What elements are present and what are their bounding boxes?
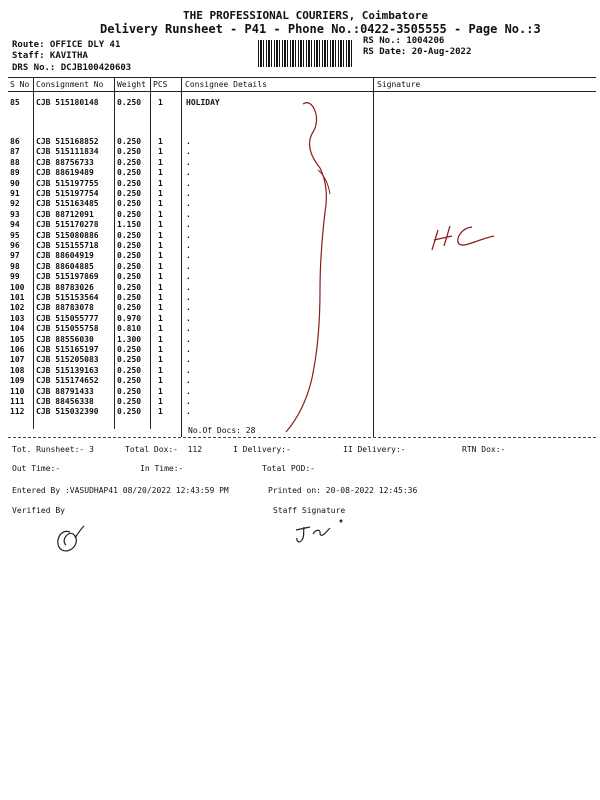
row-sno: 106	[10, 345, 25, 354]
row-consignment: CJB 515055777	[36, 313, 99, 323]
row-pcs: 1	[158, 365, 163, 375]
staff-signature-mark	[296, 520, 342, 542]
row-consignment: CJB 515197869	[36, 272, 99, 282]
row-sno: 98	[10, 261, 20, 271]
row-pcs: 1	[158, 251, 163, 261]
row-sno: 90	[10, 178, 20, 188]
row-sno: 107	[10, 355, 25, 365]
row-consignment: CJB 88712091	[36, 209, 94, 219]
row-consignee: .	[186, 397, 191, 406]
row-consignment: CJB 515163485	[36, 199, 99, 209]
runsheet-title: Delivery Runsheet - P41 - Phone No.:0422-3505555 - Page No.:3	[100, 22, 541, 36]
col-header-signature: Signature	[377, 80, 421, 89]
company-name: THE PROFESSIONAL COURIERS, Coimbatore	[183, 9, 429, 22]
total-pod: Total POD:-	[262, 464, 315, 473]
row-weight: 0.250	[117, 157, 142, 167]
row-consignee: .	[186, 241, 191, 250]
row-pcs: 1	[158, 209, 163, 219]
row-consignee: .	[186, 345, 191, 354]
row-pcs: 1	[158, 147, 163, 157]
row-weight: 0.250	[117, 293, 142, 302]
row-consignment: CJB 515139163	[36, 365, 99, 375]
rs-date: RS Date: 20-Aug-2022	[363, 47, 472, 57]
delivery-stroke	[286, 103, 326, 432]
verified-by-label: Verified By	[12, 506, 65, 515]
ii-delivery: II Delivery:-	[343, 445, 406, 454]
rtn-dox: RTN Dox:-	[462, 445, 506, 454]
row-consignment: CJB 88783026	[36, 282, 94, 292]
row-consignment: CJB 88791433	[36, 386, 94, 396]
row-sno: 85	[10, 98, 20, 107]
row-sno: 87	[10, 147, 20, 157]
row-consignee: .	[186, 189, 191, 198]
row-sno: 86	[10, 137, 20, 146]
row-consignment: CJB 515205083	[36, 355, 99, 365]
row-consignee: .	[186, 137, 191, 146]
col-header-consignment: Consignment No	[36, 80, 104, 89]
row-sno: 89	[10, 168, 20, 178]
row-pcs: 1	[158, 241, 163, 250]
delivery-stroke-tail	[318, 170, 330, 194]
row-pcs: 1	[158, 220, 163, 230]
row-weight: 0.810	[117, 324, 142, 334]
row-consignment: CJB 515197754	[36, 189, 99, 198]
row-consignee: .	[186, 147, 191, 157]
row-weight: 0.970	[117, 313, 142, 323]
row-weight: 0.250	[117, 168, 142, 178]
row-consignee: .	[186, 303, 191, 313]
row-consignee: .	[186, 199, 191, 209]
row-sno: 94	[10, 220, 20, 230]
row-consignment: CJB 88604919	[36, 251, 94, 261]
row-sno: 105	[10, 334, 25, 344]
row-weight: 0.250	[117, 386, 142, 396]
col-header-sno: S No	[10, 80, 30, 89]
i-delivery: I Delivery:-	[233, 445, 291, 454]
col-header-weight: Weight	[117, 80, 146, 89]
row-pcs: 1	[158, 386, 163, 396]
row-consignee: .	[186, 293, 191, 302]
row-weight: 0.250	[117, 303, 142, 313]
row-consignee: .	[186, 261, 191, 271]
row-consignee: .	[186, 168, 191, 178]
col-header-pcs: PCS	[153, 80, 168, 89]
row-pcs: 1	[158, 189, 163, 198]
row-weight: 0.250	[117, 407, 142, 417]
col-header-consignee: Consignee Details	[185, 80, 267, 89]
row-pcs: 1	[158, 282, 163, 292]
row-consignment: CJB 515168852	[36, 137, 99, 146]
row-weight: 0.250	[117, 137, 142, 146]
row-weight: 0.250	[117, 178, 142, 188]
row-consignee: .	[186, 376, 191, 386]
row-weight: 0.250	[117, 199, 142, 209]
row-sno: 95	[10, 230, 20, 240]
row-weight: 0.250	[117, 209, 142, 219]
row-pcs: 1	[158, 345, 163, 354]
row-sno: 103	[10, 313, 25, 323]
total-dox: Total Dox:- 112	[125, 445, 203, 454]
row-consignee: .	[186, 313, 191, 323]
row-pcs: 1	[158, 334, 163, 344]
row-consignment: CJB 88604885	[36, 261, 94, 271]
row-pcs: 1	[158, 157, 163, 167]
row-weight: 0.250	[117, 147, 142, 157]
row-pcs: 1	[158, 313, 163, 323]
row-sno: 111	[10, 397, 25, 406]
no-of-docs: No.Of Docs: 28	[188, 426, 256, 435]
verifier-signature	[58, 526, 84, 551]
row-pcs: 1	[158, 397, 163, 406]
row-consignment: CJB 88619489	[36, 168, 94, 178]
row-consignee: .	[186, 407, 191, 417]
row-weight: 1.150	[117, 220, 142, 230]
row-consignee: .	[186, 324, 191, 334]
row-weight: 0.250	[117, 376, 142, 386]
out-time: Out Time:-	[12, 464, 61, 473]
row-consignment: CJB 88456338	[36, 397, 94, 406]
staff-label: Staff: KAVITHA	[12, 51, 88, 61]
row-consignment: CJB 515153564	[36, 293, 99, 302]
in-time: In Time:-	[140, 464, 184, 473]
row-weight: 0.250	[117, 365, 142, 375]
row-sno: 104	[10, 324, 25, 334]
row-consignment: CJB 515197755	[36, 178, 99, 188]
row-pcs: 1	[158, 98, 163, 107]
tot-runsheet: Tot. Runsheet:- 3	[12, 445, 94, 454]
row-pcs: 1	[158, 137, 163, 146]
row-sno: 99	[10, 272, 20, 282]
row-consignee: HOLIDAY	[186, 98, 220, 107]
entered-by: Entered By :VASUDHAP41 08/20/2022 12:43:59 PM	[12, 486, 229, 495]
row-consignment: CJB 515155718	[36, 241, 99, 250]
row-sno: 110	[10, 386, 25, 396]
row-pcs: 1	[158, 407, 163, 417]
row-pcs: 1	[158, 168, 163, 178]
row-sno: 91	[10, 189, 20, 198]
row-consignment: CJB 515174652	[36, 376, 99, 386]
row-weight: 0.250	[117, 230, 142, 240]
row-consignment: CJB 515180148	[36, 98, 99, 107]
row-sno: 93	[10, 209, 20, 219]
row-weight: 0.250	[117, 241, 142, 250]
row-sno: 97	[10, 251, 20, 261]
row-pcs: 1	[158, 272, 163, 282]
row-pcs: 1	[158, 230, 163, 240]
row-pcs: 1	[158, 178, 163, 188]
row-consignee: .	[186, 282, 191, 292]
row-consignee: .	[186, 386, 191, 396]
row-weight: 0.250	[117, 397, 142, 406]
row-consignment: CJB 515165197	[36, 345, 99, 354]
row-consignee: .	[186, 251, 191, 261]
row-consignment: CJB 88556030	[36, 334, 94, 344]
row-consignee: .	[186, 334, 191, 344]
row-sno: 92	[10, 199, 20, 209]
row-consignee: .	[186, 355, 191, 365]
row-weight: 0.250	[117, 355, 142, 365]
row-weight: 0.250	[117, 282, 142, 292]
row-weight: 0.250	[117, 98, 142, 107]
hc-signature	[432, 226, 494, 250]
row-sno: 101	[10, 293, 25, 302]
row-weight: 0.250	[117, 261, 142, 271]
row-consignment: CJB 515170278	[36, 220, 99, 230]
row-pcs: 1	[158, 355, 163, 365]
row-consignment: CJB 88783078	[36, 303, 94, 313]
row-sno: 96	[10, 241, 20, 250]
row-consignee: .	[186, 230, 191, 240]
row-consignment: CJB 515080886	[36, 230, 99, 240]
row-weight: 0.250	[117, 345, 142, 354]
row-pcs: 1	[158, 261, 163, 271]
row-consignee: .	[186, 365, 191, 375]
row-sno: 102	[10, 303, 25, 313]
staff-signature-label: Staff Signature	[273, 506, 346, 515]
row-consignee: .	[186, 157, 191, 167]
row-weight: 0.250	[117, 251, 142, 261]
row-consignee: .	[186, 178, 191, 188]
row-weight: 0.250	[117, 189, 142, 198]
rs-number: RS No.: 1004206	[363, 36, 445, 46]
row-consignee: .	[186, 209, 191, 219]
printed-on: Printed on: 20-08-2022 12:45:36	[268, 486, 418, 495]
row-consignment: CJB 515055758	[36, 324, 99, 334]
row-sno: 88	[10, 157, 20, 167]
row-pcs: 1	[158, 324, 163, 334]
route-label: Route: OFFICE DLY 41	[12, 40, 121, 50]
row-weight: 0.250	[117, 272, 142, 282]
row-sno: 100	[10, 282, 25, 292]
row-pcs: 1	[158, 293, 163, 302]
row-pcs: 1	[158, 376, 163, 386]
row-pcs: 1	[158, 199, 163, 209]
row-sno: 108	[10, 365, 25, 375]
row-consignee: .	[186, 272, 191, 282]
row-consignment: CJB 88756733	[36, 157, 94, 167]
row-consignee: .	[186, 220, 191, 230]
row-sno: 109	[10, 376, 25, 386]
row-pcs: 1	[158, 303, 163, 313]
row-weight: 1.300	[117, 334, 142, 344]
row-consignment: CJB 515032390	[36, 407, 99, 417]
row-consignment: CJB 515111834	[36, 147, 99, 157]
drs-number: DRS No.: DCJB100420603	[12, 63, 132, 73]
row-sno: 112	[10, 407, 25, 417]
